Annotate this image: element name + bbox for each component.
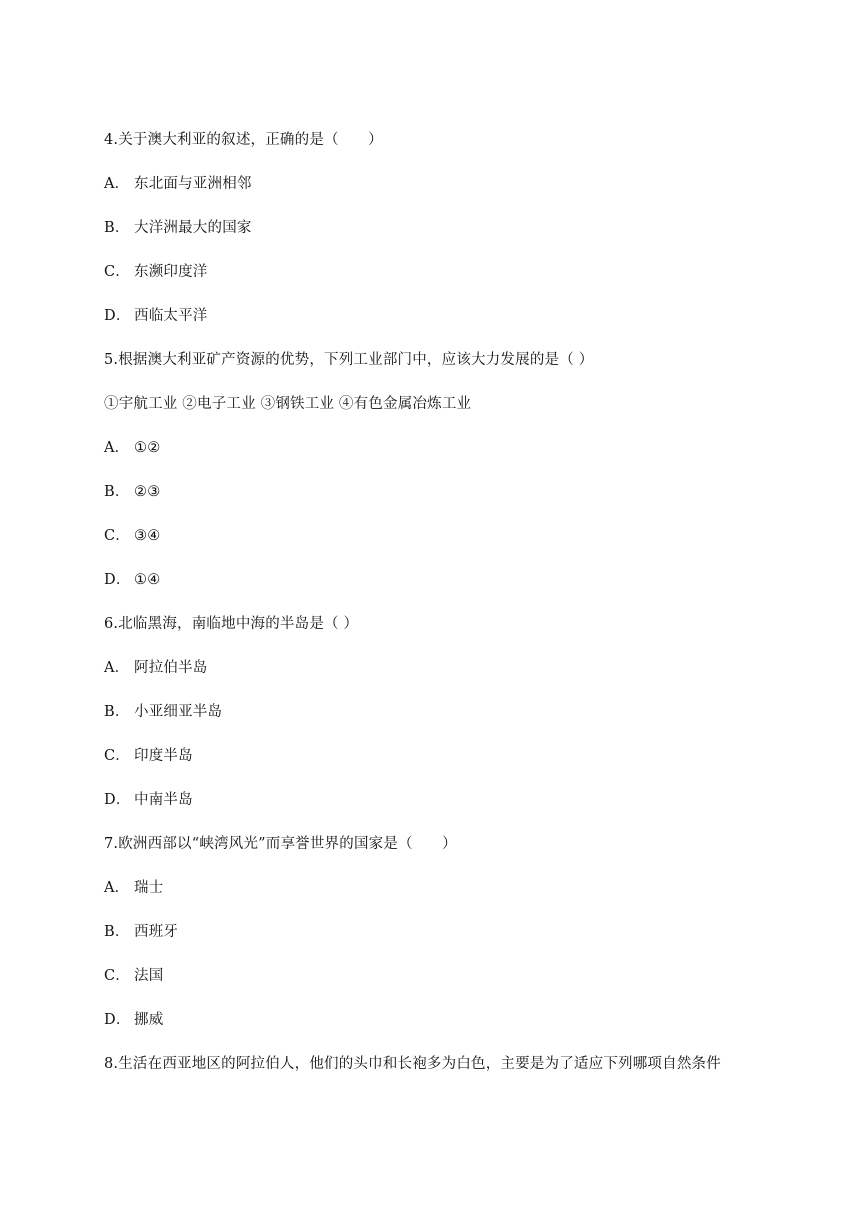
question-8-stem: 8.生活在西亚地区的阿拉伯人，他们的头巾和长袍多为白色，主要是为了适应下列哪项自然条件: [104, 1056, 721, 1072]
option-letter: D．: [104, 572, 131, 588]
question-6-option-d[interactable]: [104, 790, 193, 810]
question-6-option-b[interactable]: [104, 702, 222, 722]
option-text: 东北面与亚洲相邻: [134, 176, 252, 192]
question-6-stem: 6.北临黑海，南临地中海的半岛是（ ）: [104, 616, 359, 632]
question-7-stem: 7.欧洲西部以“峡湾风光”而享誉世界的国家是（ ）: [104, 836, 457, 852]
question-4-stem: 4.关于澳大利亚的叙述，正确的是（ ）: [104, 132, 383, 148]
question-7-option-a[interactable]: [104, 878, 163, 898]
option-text: ③④: [134, 528, 161, 544]
option-letter: C．: [104, 968, 130, 984]
option-text: 东濒印度洋: [134, 264, 208, 280]
option-letter: A．: [104, 176, 130, 192]
question-5-option-b[interactable]: [104, 482, 160, 502]
question-6-option-c[interactable]: [104, 746, 193, 766]
option-letter: A．: [104, 660, 130, 676]
question-5-option-d[interactable]: [104, 570, 160, 590]
question-7-option-d[interactable]: [104, 1010, 163, 1030]
option-text: 小亚细亚半岛: [134, 704, 223, 720]
question-7-option-b[interactable]: [104, 922, 178, 942]
option-letter: C．: [104, 264, 130, 280]
option-text: 法国: [134, 968, 164, 984]
option-text: 挪威: [134, 1012, 164, 1028]
option-text: 阿拉伯半岛: [134, 660, 208, 676]
question-7-option-c[interactable]: [104, 966, 163, 986]
option-letter: B．: [104, 704, 130, 720]
option-letter: A．: [104, 880, 130, 896]
option-letter: C．: [104, 748, 130, 764]
option-text: ①②: [134, 440, 161, 456]
option-letter: B．: [104, 484, 130, 500]
option-letter: C．: [104, 528, 130, 544]
option-text: 印度半岛: [134, 748, 193, 764]
option-letter: D．: [104, 308, 131, 324]
option-letter: B．: [104, 924, 130, 940]
question-6-option-a[interactable]: [104, 658, 208, 678]
question-5-note: ①宇航工业 ②电子工业 ③钢铁工业 ④有色金属冶炼工业: [104, 396, 472, 412]
question-4-option-c[interactable]: [104, 262, 208, 282]
option-text: ①④: [134, 572, 161, 588]
option-letter: D．: [104, 792, 131, 808]
option-text: 瑞士: [134, 880, 164, 896]
question-4-option-d[interactable]: [104, 306, 208, 326]
option-text: 大洋洲最大的国家: [134, 220, 252, 236]
option-text: 西班牙: [134, 924, 179, 940]
option-letter: B．: [104, 220, 130, 236]
question-5-option-c[interactable]: [104, 526, 160, 546]
option-text: 西临太平洋: [134, 308, 208, 324]
question-4-option-b[interactable]: [104, 218, 252, 238]
question-4-option-a[interactable]: [104, 174, 252, 194]
question-5-stem: 5.根据澳大利亚矿产资源的优势，下列工业部门中，应该大力发展的是（ ）: [104, 352, 594, 368]
option-text: 中南半岛: [134, 792, 193, 808]
option-letter: D．: [104, 1012, 131, 1028]
question-5-option-a[interactable]: [104, 438, 160, 458]
option-letter: A．: [104, 440, 130, 456]
option-text: ②③: [134, 484, 161, 500]
